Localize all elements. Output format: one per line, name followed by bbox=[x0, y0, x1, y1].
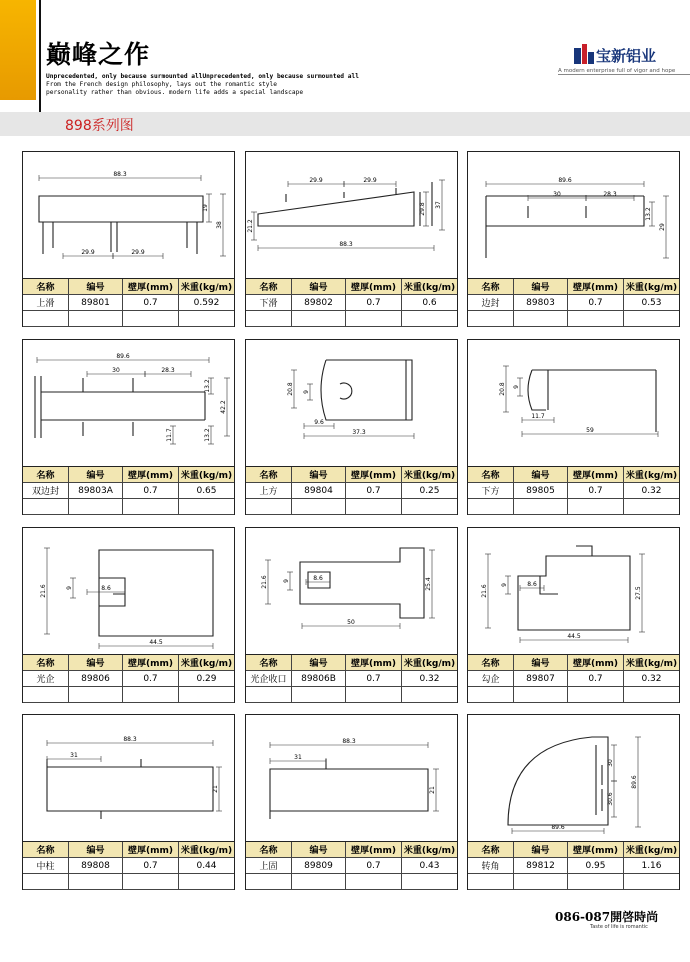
dimension-label: 88.3 bbox=[113, 171, 127, 178]
spec-empty-row bbox=[468, 499, 679, 515]
dimension-label: 88.3 bbox=[123, 736, 137, 743]
header-code: 编号 bbox=[69, 279, 123, 295]
dimension-label: 21.2 bbox=[247, 219, 254, 233]
spec-value-row bbox=[468, 671, 679, 687]
header-code: 编号 bbox=[69, 842, 123, 858]
product-card bbox=[22, 527, 235, 703]
spec-table bbox=[23, 654, 234, 703]
series-title: 898系列图 bbox=[65, 118, 134, 134]
spec-header-row bbox=[23, 655, 234, 671]
dimension-label: 29 bbox=[659, 223, 666, 231]
brand-name: 宝新铝业 bbox=[596, 47, 657, 65]
product-code: 89803A bbox=[69, 483, 123, 499]
spec-header-row bbox=[468, 467, 679, 483]
product-weight: 0.53 bbox=[624, 295, 679, 311]
spec-value-row bbox=[468, 483, 679, 499]
product-weight: 0.44 bbox=[179, 858, 234, 874]
dimension-label: 44.5 bbox=[149, 639, 163, 646]
header-name: 名称 bbox=[246, 842, 292, 858]
header-divider bbox=[39, 0, 41, 118]
spec-empty-row bbox=[468, 687, 679, 703]
product-code: 89804 bbox=[292, 483, 346, 499]
product-weight: 0.32 bbox=[624, 483, 679, 499]
dimension-label: 30.6 bbox=[607, 792, 614, 806]
header-name: 名称 bbox=[468, 655, 514, 671]
dimension-label: 11.7 bbox=[166, 428, 173, 442]
spec-table bbox=[246, 841, 457, 890]
product-thickness: 0.7 bbox=[568, 483, 624, 499]
dimension-label: 31 bbox=[294, 754, 302, 761]
spec-value-row bbox=[246, 858, 457, 874]
header-thickness: 壁厚(mm) bbox=[123, 655, 179, 671]
profile-outline bbox=[35, 376, 205, 438]
product-thickness: 0.95 bbox=[568, 858, 624, 874]
dimension-label: 9.6 bbox=[314, 419, 324, 426]
spec-value-row bbox=[23, 671, 234, 687]
dimension-label: 88.3 bbox=[342, 738, 356, 745]
dimension-label: 37 bbox=[435, 201, 442, 209]
product-card bbox=[467, 151, 680, 327]
spec-empty-row bbox=[23, 499, 234, 515]
header-thickness: 壁厚(mm) bbox=[123, 467, 179, 483]
header-name: 名称 bbox=[23, 842, 69, 858]
profile-drawing bbox=[23, 152, 234, 278]
profile-drawing bbox=[468, 528, 679, 654]
dimension-label: 44.5 bbox=[567, 633, 581, 640]
product-code: 89806 bbox=[69, 671, 123, 687]
product-code: 89801 bbox=[69, 295, 123, 311]
header-thickness: 壁厚(mm) bbox=[568, 655, 624, 671]
profile-drawing bbox=[246, 340, 457, 466]
profile-outline bbox=[47, 759, 213, 819]
product-thickness: 0.7 bbox=[346, 295, 402, 311]
dimension-label: 89.6 bbox=[116, 353, 130, 360]
profile-drawing bbox=[246, 152, 457, 278]
spec-header-row bbox=[23, 279, 234, 295]
dimension-label: 59 bbox=[586, 427, 594, 434]
product-code: 89802 bbox=[292, 295, 346, 311]
spec-header-row bbox=[23, 842, 234, 858]
dimension-label: 29.9 bbox=[363, 177, 377, 184]
profile-drawing bbox=[23, 528, 234, 654]
product-card bbox=[245, 339, 458, 515]
spec-header-row bbox=[23, 467, 234, 483]
product-thickness: 0.7 bbox=[568, 295, 624, 311]
dimension-label: 29.9 bbox=[131, 249, 145, 256]
profile-drawing bbox=[468, 340, 679, 466]
header-thickness: 壁厚(mm) bbox=[346, 467, 402, 483]
spec-table bbox=[468, 841, 679, 890]
spec-value-row bbox=[23, 483, 234, 499]
spec-table bbox=[246, 466, 457, 515]
spec-empty-row bbox=[246, 874, 457, 890]
header-thickness: 壁厚(mm) bbox=[346, 655, 402, 671]
product-name: 下方 bbox=[468, 483, 514, 499]
header-weight: 米重(kg/m) bbox=[179, 842, 234, 858]
product-thickness: 0.7 bbox=[346, 671, 402, 687]
product-card bbox=[467, 527, 680, 703]
product-card bbox=[22, 151, 235, 327]
dimension-label: 29.9 bbox=[309, 177, 323, 184]
product-name: 勾企 bbox=[468, 671, 514, 687]
profile-drawing bbox=[468, 715, 679, 841]
product-weight: 0.43 bbox=[402, 858, 457, 874]
header-name: 名称 bbox=[246, 467, 292, 483]
header-name: 名称 bbox=[468, 279, 514, 295]
profile-drawing bbox=[23, 340, 234, 466]
spec-value-row bbox=[246, 295, 457, 311]
spec-header-row bbox=[246, 467, 457, 483]
product-thickness: 0.7 bbox=[346, 858, 402, 874]
spec-value-row bbox=[23, 858, 234, 874]
header-name: 名称 bbox=[23, 467, 69, 483]
dimension-label: 21.6 bbox=[481, 584, 488, 598]
product-name: 转角 bbox=[468, 858, 514, 874]
product-card bbox=[245, 151, 458, 327]
profile-outline bbox=[321, 360, 412, 420]
header-code: 编号 bbox=[292, 467, 346, 483]
dimension-label: 8.6 bbox=[313, 575, 323, 582]
dimension-label: 30 bbox=[112, 367, 120, 374]
dimension-label: 28.3 bbox=[603, 191, 617, 198]
profile-outline bbox=[270, 759, 428, 819]
brand-logo-icon bbox=[574, 42, 594, 64]
header-weight: 米重(kg/m) bbox=[179, 279, 234, 295]
profile-drawing bbox=[468, 152, 679, 278]
product-name: 上滑 bbox=[23, 295, 69, 311]
spec-empty-row bbox=[246, 311, 457, 327]
header-thickness: 壁厚(mm) bbox=[568, 279, 624, 295]
spec-empty-row bbox=[246, 687, 457, 703]
header-weight: 米重(kg/m) bbox=[402, 279, 457, 295]
dimension-label: 9 bbox=[501, 583, 508, 587]
header-thickness: 壁厚(mm) bbox=[123, 842, 179, 858]
tagline-line-1: From the French design philosophy, lays out the romantic style bbox=[46, 81, 277, 88]
spec-table bbox=[246, 278, 457, 327]
product-weight: 0.65 bbox=[179, 483, 234, 499]
spec-header-row bbox=[246, 655, 457, 671]
dimension-label: 8.6 bbox=[527, 581, 537, 588]
profile-outline bbox=[486, 196, 644, 258]
product-weight: 0.32 bbox=[624, 671, 679, 687]
spec-table bbox=[468, 466, 679, 515]
page-number: 086-087開啓時尚 bbox=[555, 910, 659, 924]
product-name: 上方 bbox=[246, 483, 292, 499]
header-code: 编号 bbox=[514, 842, 568, 858]
header-weight: 米重(kg/m) bbox=[179, 655, 234, 671]
header-code: 编号 bbox=[292, 842, 346, 858]
dimension-label: 89.6 bbox=[558, 177, 572, 184]
dimension-label: 29.9 bbox=[81, 249, 95, 256]
header-weight: 米重(kg/m) bbox=[402, 467, 457, 483]
product-weight: 0.592 bbox=[179, 295, 234, 311]
header-name: 名称 bbox=[246, 655, 292, 671]
product-card bbox=[245, 527, 458, 703]
header-code: 编号 bbox=[292, 655, 346, 671]
product-card bbox=[467, 339, 680, 515]
spec-header-row bbox=[246, 842, 457, 858]
spec-empty-row bbox=[246, 499, 457, 515]
footer-subtitle: Taste of life is romantic bbox=[590, 924, 648, 930]
product-card bbox=[22, 339, 235, 515]
dimension-label: 38 bbox=[216, 221, 223, 229]
header-code: 编号 bbox=[514, 279, 568, 295]
dimension-label: 8.6 bbox=[101, 585, 111, 592]
product-card bbox=[245, 714, 458, 890]
product-code: 89805 bbox=[514, 483, 568, 499]
product-code: 89807 bbox=[514, 671, 568, 687]
header-thickness: 壁厚(mm) bbox=[568, 842, 624, 858]
dimension-label: 19 bbox=[202, 204, 209, 212]
product-name: 光企 bbox=[23, 671, 69, 687]
dimension-label: 88.3 bbox=[339, 241, 353, 248]
spec-header-row bbox=[246, 279, 457, 295]
dimension-label: 13.2 bbox=[645, 207, 652, 221]
tagline-line-2: personality rather than obvious. modern life adds a special landscape bbox=[46, 89, 304, 96]
product-thickness: 0.7 bbox=[123, 295, 179, 311]
header-name: 名称 bbox=[23, 279, 69, 295]
product-name: 中柱 bbox=[23, 858, 69, 874]
dimension-label: 20.8 bbox=[287, 382, 294, 396]
header-weight: 米重(kg/m) bbox=[624, 467, 679, 483]
header-thickness: 壁厚(mm) bbox=[346, 279, 402, 295]
profile-outline bbox=[99, 550, 213, 636]
tagline-bold: Unprecedented, only because surmounted allUnprecedented, only because surmounted all bbox=[46, 73, 359, 80]
dimension-label: 9 bbox=[303, 390, 310, 394]
product-name: 光企收口 bbox=[246, 671, 292, 687]
product-code: 89803 bbox=[514, 295, 568, 311]
header-code: 编号 bbox=[514, 467, 568, 483]
header-thickness: 壁厚(mm) bbox=[123, 279, 179, 295]
dimension-label: 9 bbox=[513, 385, 520, 389]
spec-empty-row bbox=[23, 687, 234, 703]
spec-header-row bbox=[468, 655, 679, 671]
spec-table bbox=[468, 654, 679, 703]
tagline bbox=[46, 73, 366, 97]
product-code: 89812 bbox=[514, 858, 568, 874]
dimension-label: 21 bbox=[212, 785, 219, 793]
product-thickness: 0.7 bbox=[568, 671, 624, 687]
header-weight: 米重(kg/m) bbox=[179, 467, 234, 483]
dimension-label: 27.5 bbox=[635, 586, 642, 600]
header-thickness: 壁厚(mm) bbox=[346, 842, 402, 858]
product-weight: 0.29 bbox=[179, 671, 234, 687]
product-thickness: 0.7 bbox=[123, 858, 179, 874]
dimension-label: 30 bbox=[553, 191, 561, 198]
spec-table bbox=[246, 654, 457, 703]
product-name: 边封 bbox=[468, 295, 514, 311]
profile-outline bbox=[258, 182, 432, 226]
spec-table bbox=[23, 278, 234, 327]
product-code: 89808 bbox=[69, 858, 123, 874]
product-thickness: 0.7 bbox=[346, 483, 402, 499]
header-weight: 米重(kg/m) bbox=[402, 655, 457, 671]
product-weight: 0.32 bbox=[402, 671, 457, 687]
header-code: 编号 bbox=[292, 279, 346, 295]
dimension-label: 21 bbox=[429, 786, 436, 794]
dimension-label: 13.2 bbox=[204, 428, 211, 442]
product-card bbox=[22, 714, 235, 890]
dimension-label: 21.6 bbox=[40, 584, 47, 598]
product-code: 89809 bbox=[292, 858, 346, 874]
header-weight: 米重(kg/m) bbox=[624, 655, 679, 671]
header-accent-bar bbox=[0, 0, 36, 100]
spec-table bbox=[23, 841, 234, 890]
product-weight: 1.16 bbox=[624, 858, 679, 874]
profile-outline bbox=[528, 370, 656, 432]
spec-empty-row bbox=[468, 874, 679, 890]
header-code: 编号 bbox=[514, 655, 568, 671]
product-name: 上固 bbox=[246, 858, 292, 874]
dimension-label: 37.3 bbox=[352, 429, 366, 436]
spec-header-row bbox=[468, 842, 679, 858]
profile-drawing bbox=[246, 715, 457, 841]
dimension-label: 9 bbox=[283, 579, 290, 583]
product-weight: 0.25 bbox=[402, 483, 457, 499]
header-weight: 米重(kg/m) bbox=[624, 842, 679, 858]
brand-subtitle: A modern enterprise full of vigor and hope bbox=[558, 68, 676, 74]
spec-value-row bbox=[468, 295, 679, 311]
spec-header-row bbox=[468, 279, 679, 295]
product-weight: 0.6 bbox=[402, 295, 457, 311]
spec-value-row bbox=[246, 671, 457, 687]
product-code: 89806B bbox=[292, 671, 346, 687]
profile-drawing bbox=[23, 715, 234, 841]
product-card bbox=[467, 714, 680, 890]
product-name: 下滑 bbox=[246, 295, 292, 311]
spec-table bbox=[468, 278, 679, 327]
profile-outline bbox=[39, 196, 203, 254]
header-name: 名称 bbox=[468, 842, 514, 858]
header-name: 名称 bbox=[246, 279, 292, 295]
dimension-label: 89.6 bbox=[631, 775, 638, 789]
dimension-label: 11.7 bbox=[531, 413, 545, 420]
dimension-label: 28.3 bbox=[161, 367, 175, 374]
spec-empty-row bbox=[468, 311, 679, 327]
header-code: 编号 bbox=[69, 655, 123, 671]
header-weight: 米重(kg/m) bbox=[402, 842, 457, 858]
product-thickness: 0.7 bbox=[123, 671, 179, 687]
product-thickness: 0.7 bbox=[123, 483, 179, 499]
brand-rule bbox=[558, 74, 690, 75]
dimension-label: 50 bbox=[347, 619, 355, 626]
spec-empty-row bbox=[23, 874, 234, 890]
dimension-label: 25.4 bbox=[425, 577, 432, 591]
dimension-label: 9 bbox=[66, 586, 73, 590]
header-weight: 米重(kg/m) bbox=[624, 279, 679, 295]
dimension-label: 29.8 bbox=[419, 202, 426, 216]
header-code: 编号 bbox=[69, 467, 123, 483]
header-name: 名称 bbox=[23, 655, 69, 671]
dimension-label: 89.6 bbox=[551, 824, 565, 831]
dimension-label: 42.2 bbox=[220, 400, 227, 414]
header-thickness: 壁厚(mm) bbox=[568, 467, 624, 483]
spec-empty-row bbox=[23, 311, 234, 327]
product-name: 双边封 bbox=[23, 483, 69, 499]
profile-outline bbox=[300, 548, 424, 618]
profile-drawing bbox=[246, 528, 457, 654]
spec-value-row bbox=[23, 295, 234, 311]
dimension-label: 31 bbox=[70, 752, 78, 759]
page-title: 巅峰之作 bbox=[46, 40, 151, 69]
spec-value-row bbox=[468, 858, 679, 874]
dimension-label: 21.6 bbox=[261, 575, 268, 589]
header-name: 名称 bbox=[468, 467, 514, 483]
dimension-label: 20.8 bbox=[499, 382, 506, 396]
spec-table bbox=[23, 466, 234, 515]
dimension-label: 13.2 bbox=[204, 379, 211, 393]
profile-outline bbox=[508, 737, 608, 825]
dimension-label: 30 bbox=[607, 759, 614, 767]
spec-value-row bbox=[246, 483, 457, 499]
